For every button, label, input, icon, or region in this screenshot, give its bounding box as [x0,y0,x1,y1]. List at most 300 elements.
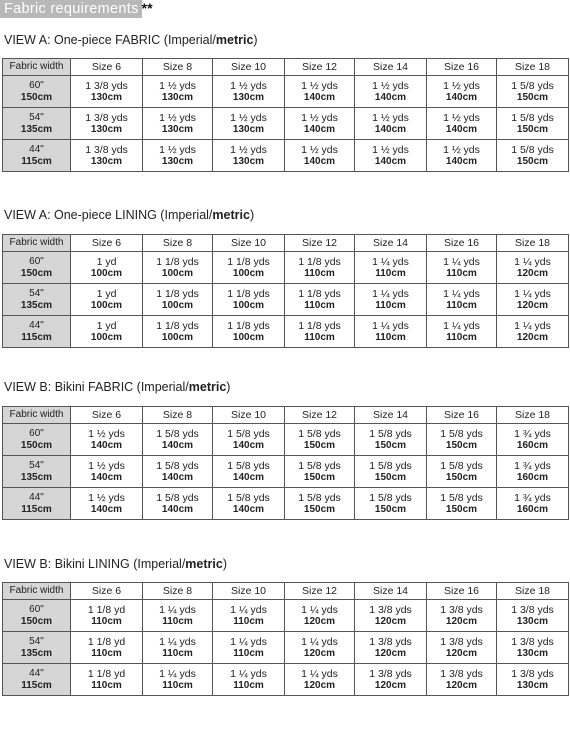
metric-amount: 150cm [303,471,336,483]
imperial-amount: 1 ½ yds [88,427,125,440]
imperial-amount: 1 ½ yds [159,111,196,124]
metric-amount: 110cm [375,267,406,279]
requirement-cell [143,600,213,632]
metric-amount: 100cm [90,299,123,311]
requirement-cell [355,664,427,696]
metric-amount: 120cm [445,647,478,659]
requirement-cell [285,316,355,348]
imperial-amount: 1 ¼ yds [159,635,196,648]
fabric-table [2,234,569,348]
imperial-amount: 1 5/8 yds [369,491,412,504]
requirement-cell [427,488,497,520]
requirement-cell [71,424,143,456]
fabric-table [2,406,569,520]
metric-amount: 100cm [232,267,265,279]
width-cm: 115cm [21,679,52,691]
header-row [3,407,569,424]
requirement-cell [71,664,143,696]
width-cm: 115cm [21,155,52,167]
requirement-cell [497,488,569,520]
metric-amount: 150cm [445,439,478,451]
requirement-cell [355,316,427,348]
size-header: Size 8 [143,235,213,252]
requirement-cell [427,456,497,488]
table-row [3,456,569,488]
width-cm: 135cm [20,471,53,483]
imperial-amount: 1 5/8 yds [369,427,412,440]
metric-amount: 150cm [374,439,407,451]
metric-amount: 140cm [90,471,123,483]
imperial-amount: 1 ½ yds [372,111,409,124]
requirement-cell [143,424,213,456]
metric-amount: 110cm [91,679,122,691]
requirement-cell [427,108,497,140]
imperial-amount: 1 yd [96,255,117,268]
imperial-amount: 1 1/8 yds [298,287,341,300]
section-title-main: VIEW A: One-piece FABRIC (Imperial/ [4,33,216,47]
table-row [3,600,569,632]
size-header: Size 10 [213,583,285,600]
size-header: Size 14 [355,407,427,424]
metric-amount: 130cm [161,91,194,103]
metric-amount: 130cm [516,679,549,691]
imperial-amount: 1 ½ yds [301,143,338,156]
requirement-cell [213,140,285,172]
imperial-amount: 1 1/8 yds [227,319,270,332]
width-inches: 44" [29,491,44,503]
metric-amount: 110cm [233,647,264,659]
imperial-amount: 1 ½ yds [301,111,338,124]
metric-amount: 150cm [516,123,549,135]
requirement-cell [285,456,355,488]
imperial-amount: 1 ¼ yds [159,603,196,616]
requirement-cell [355,284,427,316]
metric-amount: 150cm [516,155,549,167]
imperial-amount: 1 ¼ yds [301,603,338,616]
section-title-end: ) [249,208,255,222]
requirement-cell [355,252,427,284]
section-title-main: VIEW B: Bikini FABRIC (Imperial/ [4,380,189,394]
size-header: Size 16 [427,59,497,76]
requirement-cell [71,456,143,488]
imperial-amount: 1 5/8 yds [440,459,483,472]
width-inches: 44" [29,319,44,331]
imperial-amount: 1 5/8 yds [511,111,554,124]
size-header: Size 10 [213,407,285,424]
requirement-cell [71,252,143,284]
size-header: Size 18 [497,59,569,76]
fabric-table [2,582,569,696]
width-inches: 60" [29,427,44,439]
width-inches: 54" [29,111,44,123]
width-cm: 150cm [20,267,53,279]
requirement-cell [497,600,569,632]
metric-amount: 110cm [304,267,335,279]
requirement-cell [427,76,497,108]
size-header: Size 18 [497,583,569,600]
metric-amount: 120cm [374,679,407,691]
size-header: Size 6 [71,59,143,76]
width-cm: 150cm [20,439,53,451]
metric-amount: 100cm [232,331,265,343]
imperial-amount: 1 3/8 yds [511,667,554,680]
size-header: Size 16 [427,235,497,252]
section-title-metric: metric [185,557,223,571]
section-title-metric: metric [188,380,227,394]
table-row [3,284,569,316]
imperial-amount: 1 ½ yds [230,111,267,124]
metric-amount: 130cm [232,91,265,103]
imperial-amount: 1 3/8 yds [511,603,554,616]
section-title-main: VIEW B: Bikini LINING (Imperial/ [4,557,186,571]
metric-amount: 140cm [374,155,407,167]
metric-amount: 110cm [162,679,193,691]
width-cm: 150cm [20,91,53,103]
imperial-amount: 1 1/8 yds [156,255,199,268]
width-inches: 60" [29,79,44,91]
width-inches: 54" [29,287,44,299]
section-title-metric: metric [215,33,254,47]
requirement-cell [71,316,143,348]
imperial-amount: 1 5/8 yds [156,459,199,472]
requirement-cell [143,664,213,696]
metric-amount: 130cm [232,155,265,167]
requirement-cell [427,600,497,632]
imperial-amount: 1 5/8 yds [156,491,199,504]
imperial-amount: 1 3/8 yds [85,143,128,156]
imperial-amount: 1 1/8 yds [298,319,341,332]
metric-amount: 120cm [303,647,336,659]
requirement-cell [213,108,285,140]
size-header: Size 14 [355,59,427,76]
requirement-cell [285,108,355,140]
imperial-amount: 1 ¼ yds [301,635,338,648]
requirement-cell [285,488,355,520]
fabric-width-header: Fabric width [3,583,71,600]
requirement-cell [497,632,569,664]
document-header [0,0,153,18]
imperial-amount: 1 3/8 yds [440,635,483,648]
metric-amount: 120cm [445,615,478,627]
table-row [3,140,569,172]
width-inches: 54" [29,635,44,647]
table-row [3,108,569,140]
metric-amount: 100cm [161,267,194,279]
section-title-end: ) [226,380,231,394]
metric-amount: 130cm [516,615,549,627]
metric-amount: 100cm [90,267,123,279]
requirement-cell [355,424,427,456]
requirement-cell [427,632,497,664]
metric-amount: 100cm [161,331,194,343]
imperial-amount: 1 yd [96,287,117,300]
metric-amount: 150cm [374,503,407,515]
size-header: Size 6 [71,235,143,252]
requirement-cell [497,108,569,140]
metric-amount: 150cm [374,471,407,483]
metric-amount: 130cm [161,155,194,167]
requirement-cell [143,140,213,172]
fabric-width-cell [3,600,71,632]
requirement-cell [497,316,569,348]
imperial-amount: 1 ½ yds [230,79,267,92]
requirement-cell [71,108,143,140]
metric-amount: 150cm [303,503,336,515]
title-suffix: ** [141,0,153,16]
requirement-cell [497,664,569,696]
imperial-amount: 1 ½ yds [159,143,196,156]
size-header: Size 6 [71,407,143,424]
imperial-amount: 1 ½ yds [88,459,125,472]
metric-amount: 150cm [516,91,549,103]
table-row [3,252,569,284]
metric-amount: 110cm [375,331,406,343]
imperial-amount: 1 3/8 yds [440,603,483,616]
size-header: Size 8 [143,407,213,424]
requirement-cell [497,252,569,284]
imperial-amount: 1 ¼ yds [372,287,409,300]
width-cm: 115cm [21,331,52,343]
metric-amount: 120cm [303,679,336,691]
requirement-cell [285,664,355,696]
size-header: Size 10 [213,235,285,252]
metric-amount: 100cm [90,331,123,343]
imperial-amount: 1 ½ yds [159,79,196,92]
fabric-width-cell [3,140,71,172]
imperial-amount: 1 ¼ yds [301,667,338,680]
metric-amount: 150cm [445,503,478,515]
requirement-cell [427,252,497,284]
metric-amount: 110cm [233,679,264,691]
imperial-amount: 1 ¼ yds [159,667,196,680]
imperial-amount: 1 ½ yds [443,79,480,92]
requirement-cell [355,456,427,488]
imperial-amount: 1 5/8 yds [227,491,270,504]
metric-amount: 150cm [303,439,336,451]
metric-amount: 140cm [445,123,478,135]
imperial-amount: 1 ½ yds [88,491,125,504]
requirement-cell [143,284,213,316]
size-header: Size 10 [213,59,285,76]
metric-amount: 120cm [445,679,478,691]
header-row [3,583,569,600]
fabric-width-cell [3,108,71,140]
fabric-width-cell [3,284,71,316]
requirement-cell [143,108,213,140]
requirement-cell [427,140,497,172]
size-header: Size 14 [355,235,427,252]
requirement-cell [355,488,427,520]
imperial-amount: 1 1/8 yds [227,287,270,300]
section-title [4,380,230,396]
requirement-cell [213,316,285,348]
imperial-amount: 1 5/8 yds [298,427,341,440]
metric-amount: 120cm [516,267,549,279]
imperial-amount: 1 ½ yds [443,143,480,156]
requirement-cell [213,76,285,108]
size-header: Size 16 [427,407,497,424]
imperial-amount: 1 3/8 yds [511,635,554,648]
requirement-cell [285,424,355,456]
section-title [4,557,227,573]
requirement-cell [143,316,213,348]
fabric-width-cell [3,632,71,664]
metric-amount: 120cm [516,331,549,343]
width-inches: 60" [29,603,44,615]
metric-amount: 110cm [446,299,477,311]
imperial-amount: 1 5/8 yds [511,79,554,92]
requirement-cell [71,600,143,632]
table-row [3,316,569,348]
table-row [3,424,569,456]
section-title [4,33,258,49]
table-row [3,76,569,108]
header-row [3,235,569,252]
size-header: Size 16 [427,583,497,600]
fabric-width-cell [3,424,71,456]
metric-amount: 120cm [374,647,407,659]
requirement-cell [285,252,355,284]
requirement-cell [285,632,355,664]
metric-amount: 140cm [303,91,336,103]
requirement-cell [213,456,285,488]
imperial-amount: 1 ¾ yds [514,427,551,440]
requirement-cell [213,284,285,316]
header-row [3,59,569,76]
width-cm: 135cm [20,123,53,135]
size-header: Size 18 [497,407,569,424]
metric-amount: 110cm [162,647,193,659]
imperial-amount: 1 ¼ yds [230,667,267,680]
metric-amount: 110cm [91,615,122,627]
requirement-cell [71,632,143,664]
imperial-amount: 1 5/8 yds [440,427,483,440]
size-header: Size 8 [143,583,213,600]
imperial-amount: 1 1/8 yd [87,635,126,648]
metric-amount: 140cm [232,439,265,451]
metric-amount: 140cm [90,439,123,451]
requirement-cell [143,76,213,108]
requirement-cell [427,664,497,696]
imperial-amount: 1 ½ yds [301,79,338,92]
size-header: Size 8 [143,59,213,76]
metric-amount: 130cm [161,123,194,135]
metric-amount: 140cm [303,155,336,167]
imperial-amount: 1 ¼ yds [514,319,551,332]
table-row [3,632,569,664]
width-cm: 135cm [20,647,53,659]
metric-amount: 120cm [374,615,407,627]
imperial-amount: 1 5/8 yds [156,427,199,440]
metric-amount: 130cm [90,155,123,167]
metric-amount: 130cm [90,91,123,103]
section-title-main: VIEW A: One-piece LINING (Imperial/ [4,208,213,222]
imperial-amount: 1 ½ yds [372,143,409,156]
imperial-amount: 1 ½ yds [443,111,480,124]
fabric-width-header: Fabric width [3,407,71,424]
section-title-metric: metric [212,208,250,222]
imperial-amount: 1 ½ yds [230,143,267,156]
requirement-cell [71,284,143,316]
width-cm: 115cm [21,503,52,515]
table-row [3,488,569,520]
requirement-cell [143,488,213,520]
metric-amount: 120cm [303,615,336,627]
requirement-cell [497,284,569,316]
metric-amount: 160cm [516,439,549,451]
requirement-cell [355,76,427,108]
size-header: Size 12 [285,59,355,76]
requirement-cell [213,488,285,520]
width-inches: 54" [29,459,44,471]
metric-amount: 140cm [303,123,336,135]
imperial-amount: 1 5/8 yds [227,427,270,440]
requirement-cell [427,284,497,316]
metric-amount: 110cm [446,267,477,279]
metric-amount: 100cm [161,299,194,311]
requirement-cell [285,284,355,316]
metric-amount: 130cm [90,123,123,135]
fabric-width-cell [3,76,71,108]
metric-amount: 110cm [233,615,264,627]
metric-amount: 110cm [304,299,335,311]
size-header: Size 12 [285,235,355,252]
section-title-end: ) [253,33,258,47]
imperial-amount: 1 1/8 yd [87,603,126,616]
section-title [4,208,254,224]
imperial-amount: 1 5/8 yds [369,459,412,472]
requirement-cell [71,76,143,108]
requirement-cell [355,140,427,172]
imperial-amount: 1 1/8 yds [227,255,270,268]
requirement-cell [285,600,355,632]
metric-amount: 140cm [232,503,265,515]
imperial-amount: 1 ¾ yds [514,491,551,504]
requirement-cell [285,140,355,172]
size-header: Size 12 [285,407,355,424]
imperial-amount: 1 3/8 yds [369,603,412,616]
metric-amount: 120cm [516,299,549,311]
size-header: Size 6 [71,583,143,600]
table-row [3,664,569,696]
requirement-cell [213,252,285,284]
imperial-amount: 1 ¼ yds [443,319,480,332]
requirement-cell [497,424,569,456]
metric-amount: 140cm [90,503,123,515]
metric-amount: 140cm [374,91,407,103]
imperial-amount: 1 ¼ yds [443,255,480,268]
metric-amount: 140cm [445,155,478,167]
metric-amount: 140cm [161,471,194,483]
imperial-amount: 1 ½ yds [372,79,409,92]
metric-amount: 140cm [232,471,265,483]
metric-amount: 100cm [232,299,265,311]
metric-amount: 130cm [232,123,265,135]
fabric-width-header: Fabric width [3,59,71,76]
metric-amount: 140cm [161,503,194,515]
requirement-cell [355,632,427,664]
requirement-cell [427,424,497,456]
size-header: Size 14 [355,583,427,600]
metric-amount: 140cm [161,439,194,451]
imperial-amount: 1 ¼ yds [514,287,551,300]
width-cm: 150cm [20,615,53,627]
width-cm: 135cm [20,299,53,311]
imperial-amount: 1 3/8 yds [369,635,412,648]
fabric-width-cell [3,664,71,696]
fabric-table [2,58,569,172]
fabric-width-cell [3,488,71,520]
